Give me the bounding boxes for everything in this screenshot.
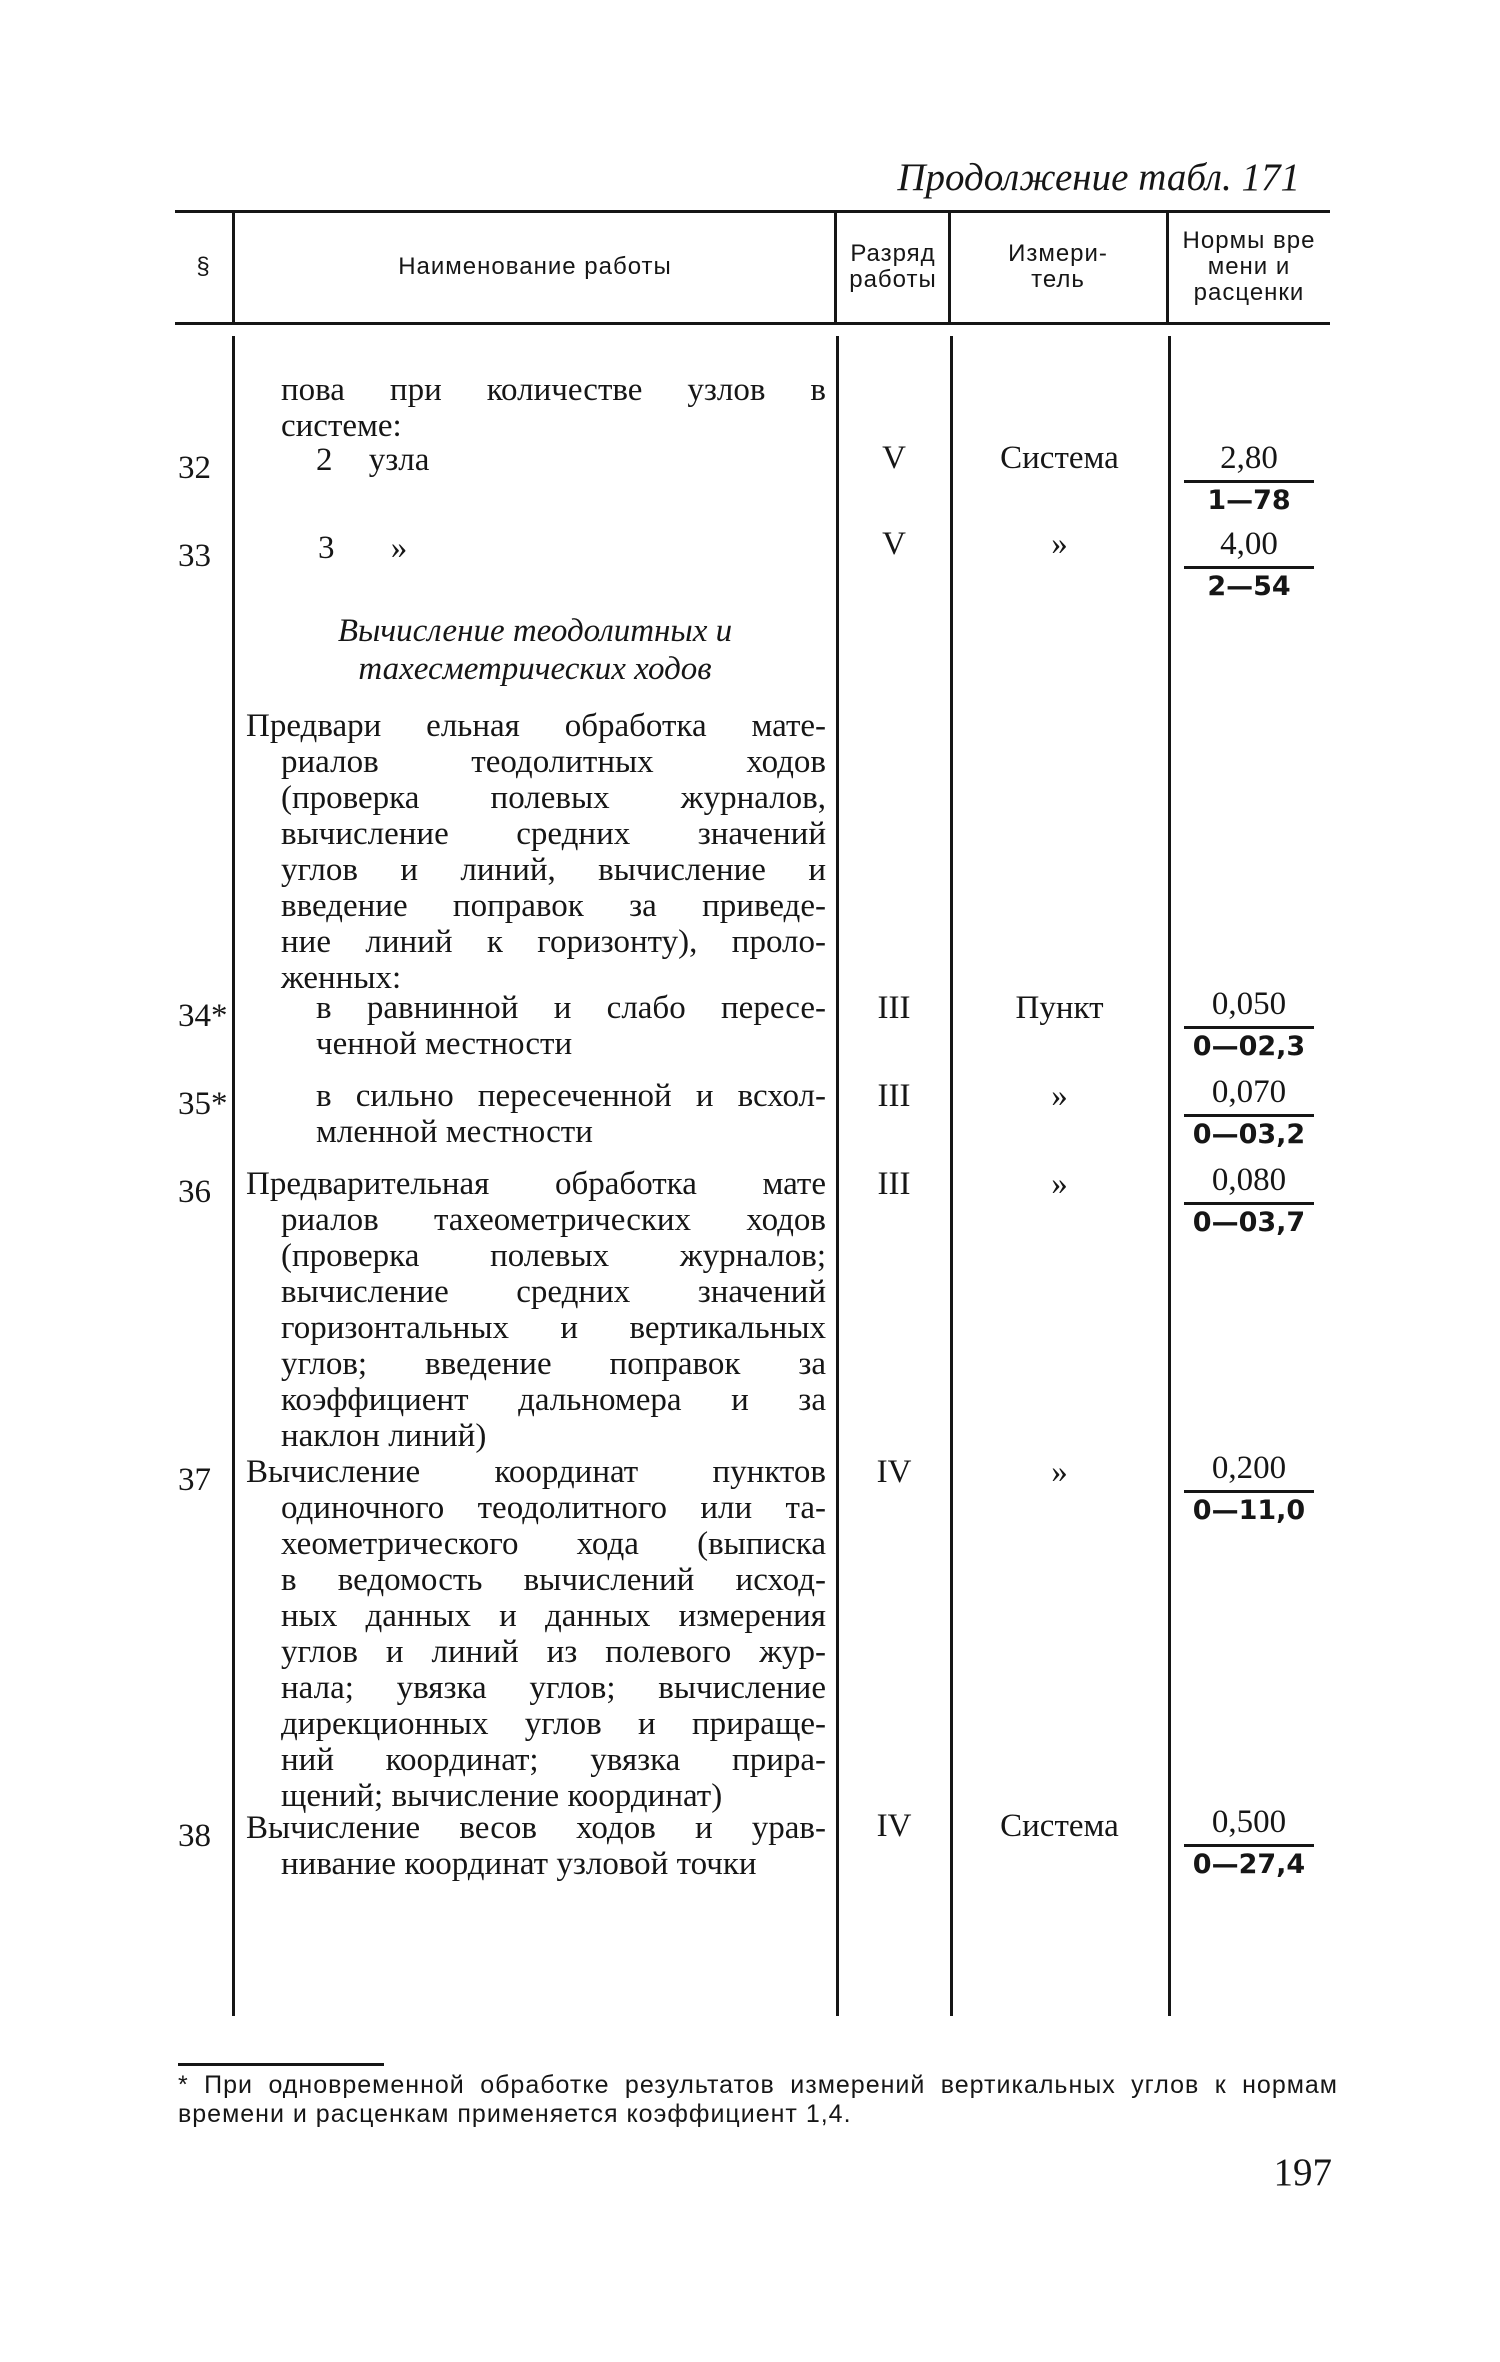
norm-time: 0,200 [1184,1450,1314,1493]
section-title [236,612,834,688]
work-name: 2 узла [316,442,430,478]
unit-value: Пункт [1015,990,1104,1026]
norm-price: 0—03,2 [1192,1119,1306,1150]
unit-value: Система [1000,440,1119,476]
grade-value: III [877,1166,911,1202]
work-name-line: вычисление средних значений [281,1274,826,1310]
column-divider [836,336,839,2016]
norm-time: 0,070 [1184,1074,1314,1117]
work-name-line: Вычисление весов ходов и урав- [246,1810,826,1846]
norm-price: 2—54 [1207,571,1291,602]
work-name-line: в ведомость вычислений исход- [281,1562,826,1598]
work-name-line: ных данных и данных измерения [281,1598,826,1634]
grade-value: IV [876,1454,912,1490]
header-norms: Нормы вре мени и расценки [1182,227,1316,306]
footnote-rule [178,2063,384,2066]
column-divider [232,336,235,2016]
grade-value: III [877,1078,911,1114]
work-name-line: (проверка полевых журналов; [281,1238,826,1274]
norm-value [1184,440,1314,519]
work-name-line: дирекционных углов и прираще- [281,1706,826,1742]
work-name-line: одиночного теодолитного или та- [281,1490,826,1526]
unit-value: » [1051,1166,1068,1202]
intro-line: риалов теодолитных ходов [281,744,826,780]
work-name-line: риалов тахеометрических ходов [281,1202,826,1238]
work-name-line: горизонтальных и вертикальных [281,1310,826,1346]
norm-time: 2,80 [1184,440,1314,483]
norm-value [1184,1804,1314,1883]
norm-time: 0,500 [1184,1804,1314,1847]
row-number: 38 [178,1818,211,1854]
norm-value [1184,1162,1314,1241]
row-number: 32 [178,450,211,486]
header-section: § [196,253,211,280]
table-continuation-caption: Продолжение табл. 171 [897,156,1300,199]
grade-value: V [882,526,906,562]
norm-time: 4,00 [1184,526,1314,569]
table-top-rule [175,210,1330,213]
table-header-rule [175,322,1330,325]
column-divider [834,212,837,322]
row-number: 36 [178,1174,211,1210]
work-name-line: Вычисление координат пунктов [246,1454,826,1490]
work-name-line: хеометрического хода (выписка [281,1526,826,1562]
row-number: 37 [178,1462,211,1498]
row-number: 34* [178,998,228,1034]
grade-value: V [882,440,906,476]
section-title-line: Вычисление теодолитных и [337,613,733,649]
work-name-line: в сильно пересеченной и всхол- [316,1078,826,1114]
work-name-line: углов; введение поправок за [281,1346,826,1382]
norm-value [1184,1074,1314,1153]
grade-value: IV [876,1808,912,1844]
norm-value [1184,986,1314,1065]
unit-value: » [1051,1078,1068,1114]
intro-line: введение поправок за приведе- [281,888,826,924]
norm-price: 1—78 [1207,485,1291,516]
work-name-line: нивание координат узловой точки [281,1846,757,1882]
intro-line: углов и линий, вычисление и [281,852,826,888]
work-name-line: в равнинной и слабо пересе- [316,990,826,1026]
row-number: 35* [178,1086,228,1122]
work-name: 3 » [318,530,408,566]
unit-value: » [1051,1454,1068,1490]
norm-price: 0—27,4 [1192,1849,1306,1880]
norm-price: 0—11,0 [1192,1495,1306,1526]
work-name-line: Предварительная обработка мате [246,1166,826,1202]
work-name-line: углов и линий из полевого жур- [281,1634,826,1670]
norm-value [1184,526,1314,605]
work-name-line: ченной местности [316,1026,573,1062]
column-divider [232,212,235,322]
column-divider [1168,336,1171,2016]
footnote: * При одновременной обработке результатов измерений вертикальных углов к нормам времени и расценкам применяется коэффициент 1,4. [178,2071,1338,2128]
work-name-line: щений; вычисление координат) [281,1778,723,1814]
norm-value [1184,1450,1314,1529]
unit-value: » [1051,526,1068,562]
norm-price: 0—03,7 [1192,1207,1306,1238]
header-unit: Измери- тель [1008,240,1108,293]
intro-line: Предвари ельная обработка мате- [246,708,826,744]
page-number: 197 [1273,2151,1332,2194]
work-name-line: коэффициент дальномера и за [281,1382,826,1418]
intro-line: женных: [281,960,402,996]
unit-value: Система [1000,1808,1119,1844]
norm-price: 0—02,3 [1192,1031,1306,1062]
continuation-line: пова при количестве узлов в [281,372,826,408]
header-work-name: Наименование работы [398,253,672,280]
intro-line: ние линий к горизонту), проло- [281,924,826,960]
work-name-line: нала; увязка углов; вычисление [281,1670,826,1706]
header-grade: Разряд работы [849,240,937,293]
section-title-line: тахесметрических ходов [358,651,712,687]
continuation-line: системе: [281,408,402,444]
grade-value: III [877,990,911,1026]
work-name-line: ний координат; увязка прира- [281,1742,826,1778]
norm-time: 0,050 [1184,986,1314,1029]
intro-line: вычисление средних значений [281,816,826,852]
column-divider [948,212,951,322]
work-name-line: мленной местности [316,1114,593,1150]
work-name-line: наклон линий) [281,1418,487,1454]
norm-time: 0,080 [1184,1162,1314,1205]
intro-line: (проверка полевых журналов, [281,780,826,816]
row-number: 33 [178,538,211,574]
